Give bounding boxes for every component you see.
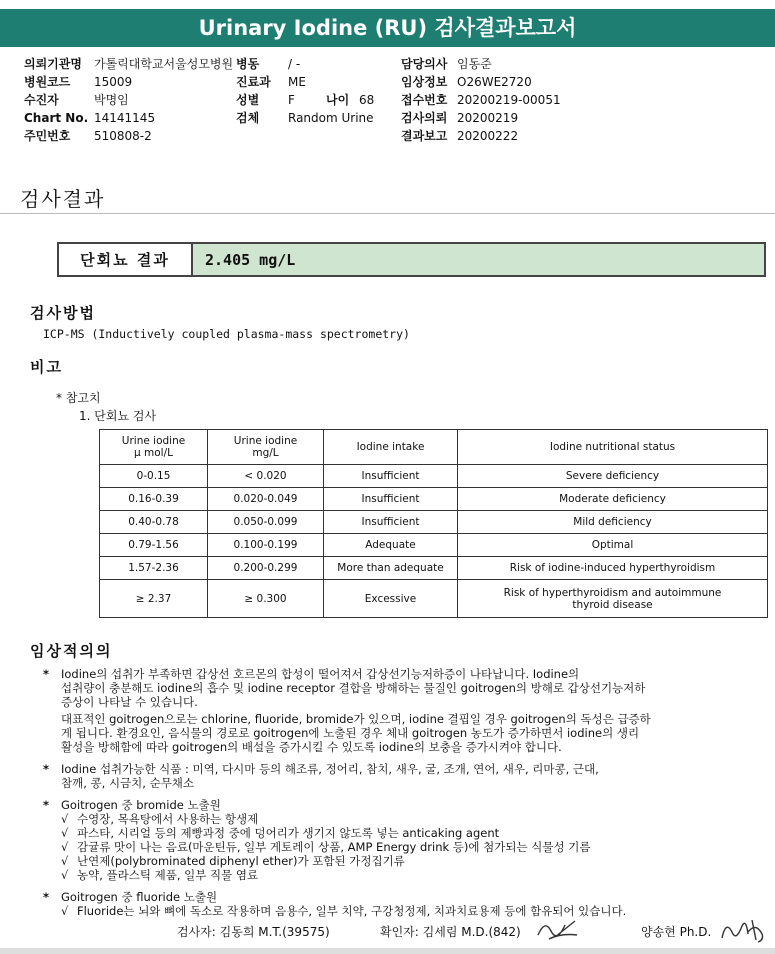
fluoride-title: Goitrogen 중 fluoride 노출원 xyxy=(61,890,218,904)
table-row xyxy=(100,580,768,618)
table-header-row xyxy=(100,430,768,465)
table-row xyxy=(100,534,768,557)
clinical-line: 섭취량이 충분해도 iodine의 흡수 및 iodine receptor 결합을 방해하는 물질인 goitrogen의 방해로 갑상선기능저하 xyxy=(61,681,646,695)
result-box xyxy=(57,242,766,277)
bullet-star: * xyxy=(43,762,50,776)
cell: 0.050-0.099 xyxy=(208,511,324,534)
label-receipt-no: 접수번호 xyxy=(401,93,448,107)
cell: ≥ 0.300 xyxy=(208,580,324,618)
value-department: ME xyxy=(288,75,306,89)
clinical-line: 참깨, 콩, 시금치, 순무채소 xyxy=(61,776,195,790)
value-sex: F xyxy=(288,93,295,107)
value-clinical-info: O26WE2720 xyxy=(457,75,532,89)
value-age: 68 xyxy=(359,93,375,107)
cell: Mild deficiency xyxy=(458,511,768,534)
bullet-star: * xyxy=(43,667,50,681)
label-specimen: 검체 xyxy=(236,111,260,125)
check-icon: √ xyxy=(61,904,69,918)
check-icon: √ xyxy=(61,854,69,868)
label-hospital-code: 병원코드 xyxy=(24,75,71,89)
cell: Moderate deficiency xyxy=(458,488,768,511)
label-resident-no: 주민번호 xyxy=(24,129,71,143)
label-department: 진료과 xyxy=(236,75,271,89)
cell: 0.16-0.39 xyxy=(100,488,208,511)
list-item: 난연제(polybrominated diphenyl ether)가 포함된 가정집기류 xyxy=(77,854,405,868)
table-row xyxy=(100,465,768,488)
value-chart-no: 14141145 xyxy=(94,111,156,125)
label-ward: 병동 xyxy=(236,57,260,71)
cell: More than adequate xyxy=(324,557,458,580)
cell: Insufficient xyxy=(324,465,458,488)
cell: 0.020-0.049 xyxy=(208,488,324,511)
ref-subtitle: 1. 단회뇨 검사 xyxy=(79,409,157,423)
value-hospital-code: 15009 xyxy=(94,75,133,89)
check-icon: √ xyxy=(61,812,69,826)
cell: < 0.020 xyxy=(208,465,324,488)
check-icon: √ xyxy=(61,840,69,854)
list-item: 감귤류 맛이 나는 음료(마운틴듀, 일부 게토레이 상품, AMP Energy drink 등)에 첨가되는 식물성 기름 xyxy=(77,840,591,854)
header-intake: Iodine intake xyxy=(324,430,458,465)
clinical-line: 증상이 나타날 수 있습니다. xyxy=(61,695,198,709)
method-text: ICP-MS (Inductively coupled plasma-mass spectrometry) xyxy=(43,327,410,341)
value-receipt-no: 20200219-00051 xyxy=(457,93,561,107)
bullet-star: * xyxy=(43,798,50,812)
cell: Risk of iodine-induced hyperthyroidism xyxy=(458,557,768,580)
cell: 0-0.15 xyxy=(100,465,208,488)
cell: Optimal xyxy=(458,534,768,557)
page-bottom-bar xyxy=(0,948,775,954)
value-patient: 박명임 xyxy=(94,93,129,107)
header-mg: Urine iodine mg/L xyxy=(208,430,324,465)
value-doctor: 임동준 xyxy=(457,57,492,71)
label-sex: 성별 xyxy=(236,93,260,107)
value-report-date: 20200222 xyxy=(457,129,519,143)
label-age: 나이 xyxy=(326,93,350,107)
reporter-signature xyxy=(718,914,770,946)
table-row xyxy=(100,557,768,580)
bullet-iodine-deficiency xyxy=(43,667,773,754)
table-row xyxy=(100,488,768,511)
clinical-title: 임상적의의 xyxy=(30,642,113,660)
bullet-fluoride xyxy=(43,890,773,918)
confirmer-signature xyxy=(535,915,580,943)
table-row xyxy=(100,511,768,534)
result-value: 2.405 mg/L xyxy=(193,244,764,275)
label-clinical-info: 임상정보 xyxy=(401,75,448,89)
info-left xyxy=(24,55,233,145)
cell: Severe deficiency xyxy=(458,465,768,488)
value-resident-no: 510808-2 xyxy=(94,129,152,143)
bullet-bromide xyxy=(43,798,773,882)
cell: 0.79-1.56 xyxy=(100,534,208,557)
cell: Insufficient xyxy=(324,511,458,534)
label-chart-no: Chart No. xyxy=(24,111,89,125)
ref-title: * 참고치 xyxy=(56,391,101,405)
info-mid xyxy=(236,55,374,127)
list-item: Fluoride는 뇌와 뼈에 독소로 작용하며 음용수, 일부 치약, 구강청정제, 치과치료용제 등에 함유되어 있습니다. xyxy=(77,904,627,918)
clinical-line: 게 됩니다. 환경요인, 음식물의 경로로 goitrogen에 노출된 경우 체내 goitrogen 농도가 증가하면서 iodine의 생리 xyxy=(61,726,640,740)
bromide-title: Goitrogen 중 bromide 노출원 xyxy=(61,798,221,812)
clinical-line: 활성을 방해함에 따라 goitrogen의 배설을 증가시킬 수 있도록 iodine의 보충을 증가시켜야 합니다. xyxy=(61,740,562,754)
cell: 0.100-0.199 xyxy=(208,534,324,557)
footer-confirmer: 확인자: 김세림 M.D.(842) xyxy=(380,925,521,939)
clinical-line: 대표적인 goitrogen으로는 chlorine, fluoride, bromide가 있으며, iodine 결핍일 경우 goitrogen의 독성은 급증하 xyxy=(61,712,651,726)
bullet-iodine-foods xyxy=(43,762,773,790)
remarks-title: 비고 xyxy=(30,358,63,376)
value-specimen: Random Urine xyxy=(288,111,374,125)
footer-tester: 검사자: 김동희 M.T.(39575) xyxy=(177,925,330,939)
cell: ≥ 2.37 xyxy=(100,580,208,618)
header-status: Iodine nutritional status xyxy=(458,430,768,465)
list-item: 파스타, 시리얼 등의 제빵과정 중에 덩어리가 생기지 않도록 넣는 anticaking agent xyxy=(77,826,500,840)
label-institution: 의뢰기관명 xyxy=(24,57,82,71)
cell: 0.40-0.78 xyxy=(100,511,208,534)
cell: Insufficient xyxy=(324,488,458,511)
clinical-line: Iodine 섭취가능한 식품 : 미역, 다시마 등의 해조류, 정어리, 참치, 새우, 굴, 조개, 연어, 새우, 리마콩, 근대, xyxy=(61,762,599,776)
value-ward: / - xyxy=(288,57,301,71)
list-item: 농약, 플라스틱 제품, 일부 직물 염료 xyxy=(77,868,259,882)
section-test-results: 검사결과 xyxy=(20,187,106,211)
value-institution: 가톨릭대학교서울성모병원 xyxy=(94,57,234,71)
list-item: 수영장, 목욕탕에서 사용하는 항생제 xyxy=(77,812,259,826)
check-icon: √ xyxy=(61,868,69,882)
value-request-date: 20200219 xyxy=(457,111,519,125)
cell: 0.200-0.299 xyxy=(208,557,324,580)
result-label: 단회뇨 결과 xyxy=(59,244,193,275)
reference-table xyxy=(99,429,768,618)
info-right xyxy=(401,55,561,145)
label-doctor: 담당의사 xyxy=(401,57,448,71)
divider xyxy=(0,213,775,214)
footer-reporter: 양송현 Ph.D. xyxy=(641,925,712,939)
header-umol: Urine iodine μ mol/L xyxy=(100,430,208,465)
clinical-line: Iodine의 섭취가 부족하면 갑상선 호르몬의 합성이 떨어져서 갑상선기능저하증이 나타납니다. Iodine의 xyxy=(61,667,580,681)
label-request-date: 검사의뢰 xyxy=(401,111,448,125)
label-patient: 수진자 xyxy=(24,93,59,107)
check-icon: √ xyxy=(61,826,69,840)
bullet-star: * xyxy=(43,890,50,904)
method-title: 검사방법 xyxy=(30,304,96,322)
cell: Risk of hyperthyroidism and autoimmune thyroid disease xyxy=(458,580,768,618)
cell: Excessive xyxy=(324,580,458,618)
cell: 1.57-2.36 xyxy=(100,557,208,580)
report-title: Urinary Iodine (RU) 검사결과보고서 xyxy=(0,9,775,47)
cell: Adequate xyxy=(324,534,458,557)
label-report-date: 결과보고 xyxy=(401,129,448,143)
clinical-notes xyxy=(43,667,773,918)
